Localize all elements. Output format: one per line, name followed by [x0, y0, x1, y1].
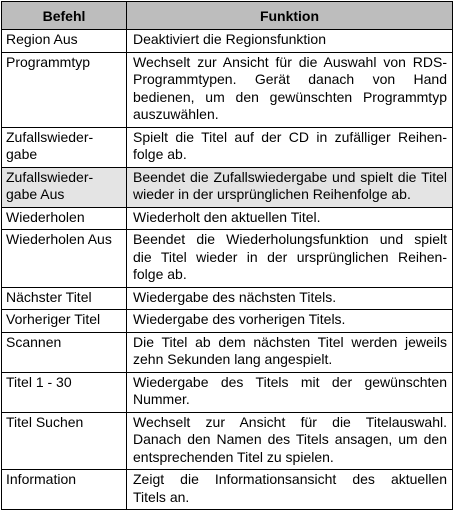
command-cell [2, 167, 127, 207]
function-text: Danach den Namen des Titels ansagen, um den [133, 431, 447, 447]
function-text: Wechselt zur Ansicht für die Titelauswahl. [133, 413, 447, 430]
function-text: Spielt die Titel auf der CD in zufälliger Reihen- [133, 128, 447, 145]
command-text: gabe Aus [6, 186, 65, 202]
function-cell [127, 287, 453, 310]
command-text: Region Aus [6, 31, 78, 47]
command-text: Nächster Titel [6, 288, 92, 305]
function-text: Wechselt zur Ansicht für die Auswahl von RDS- [133, 53, 447, 70]
function-text: Wiedergabe des vorherigen Titels. [133, 311, 346, 327]
function-cell [127, 52, 453, 127]
command-text: Wiederholen [6, 208, 85, 225]
function-text: Beendet die Wiederholungsfunktion und spielt [133, 231, 447, 247]
command-text: Information [6, 471, 77, 487]
function-cell [127, 167, 453, 207]
function-text: Beendet die Zufallswiedergabe und spielt die Titel [133, 168, 447, 185]
command-text: Vorheriger Titel [6, 311, 101, 327]
command-cell [2, 52, 127, 127]
command-text: Scannen [6, 333, 62, 350]
command-cell [2, 372, 127, 412]
command-cell [2, 30, 127, 53]
header-row [2, 2, 453, 30]
function-cell [127, 332, 453, 372]
command-text: Programmtyp [6, 53, 91, 70]
table-row [2, 207, 453, 230]
function-text: auszuwählen. [133, 106, 219, 122]
function-cell [127, 127, 453, 167]
command-text: Zufallswieder- [6, 168, 94, 185]
function-cell [127, 412, 453, 470]
table-body [2, 30, 453, 510]
command-cell [2, 207, 127, 230]
function-text: Deaktiviert die Regionsfunktion [133, 31, 326, 47]
function-text: zehn Sekunden lang angespielt. [133, 351, 333, 367]
function-text: folge ab. [133, 146, 187, 162]
function-cell [127, 470, 453, 510]
command-text: Wiederholen Aus [6, 231, 112, 247]
command-text: Titel 1 - 30 [6, 373, 72, 390]
table-row [2, 412, 453, 470]
function-text: Wiederholt den aktuellen Titel. [133, 208, 321, 225]
table-row [2, 332, 453, 372]
function-text: bedienen, um den gewünschten Programmtyp [133, 88, 447, 105]
table-row [2, 287, 453, 310]
function-text: Nummer. [133, 391, 190, 407]
function-text: die Titel wieder in der ursprünglichen Reihen- [133, 248, 447, 265]
command-cell [2, 332, 127, 372]
table-row [2, 310, 453, 333]
header-function: Funktion [127, 2, 453, 30]
table-row [2, 470, 453, 510]
function-text: Wiedergabe des Titels mit der gewünschten [133, 373, 447, 390]
function-text: Die Titel ab dem nächsten Titel werden jeweils [133, 333, 447, 350]
command-cell [2, 230, 127, 288]
table-row [2, 127, 453, 167]
function-text: Titels an. [133, 488, 190, 505]
command-table [1, 1, 453, 510]
table-row [2, 167, 453, 207]
table-row [2, 52, 453, 127]
command-cell [2, 310, 127, 333]
function-text: entsprechenden Titel zu spielen. [133, 448, 334, 465]
function-cell [127, 310, 453, 333]
table-row [2, 372, 453, 412]
table-row [2, 230, 453, 288]
command-cell [2, 412, 127, 470]
function-text: Programmtypen. Gerät danach von Hand [133, 71, 447, 87]
table-row [2, 30, 453, 53]
command-text: Zufallswieder- [6, 128, 94, 145]
function-cell [127, 30, 453, 53]
function-cell [127, 372, 453, 412]
function-text: Zeigt die Informationsansicht des aktuellen [133, 471, 447, 487]
header-command: Befehl [2, 2, 127, 30]
function-text: wieder in der ursprünglichen Reihenfolge ab. [133, 186, 411, 202]
function-text: Wiedergabe des nächsten Titels. [133, 288, 337, 305]
command-text: Titel Suchen [6, 413, 84, 430]
function-cell [127, 207, 453, 230]
command-text: gabe [6, 146, 38, 162]
function-cell [127, 230, 453, 288]
function-text: folge ab. [133, 266, 187, 282]
command-cell [2, 127, 127, 167]
command-cell [2, 470, 127, 510]
command-cell [2, 287, 127, 310]
